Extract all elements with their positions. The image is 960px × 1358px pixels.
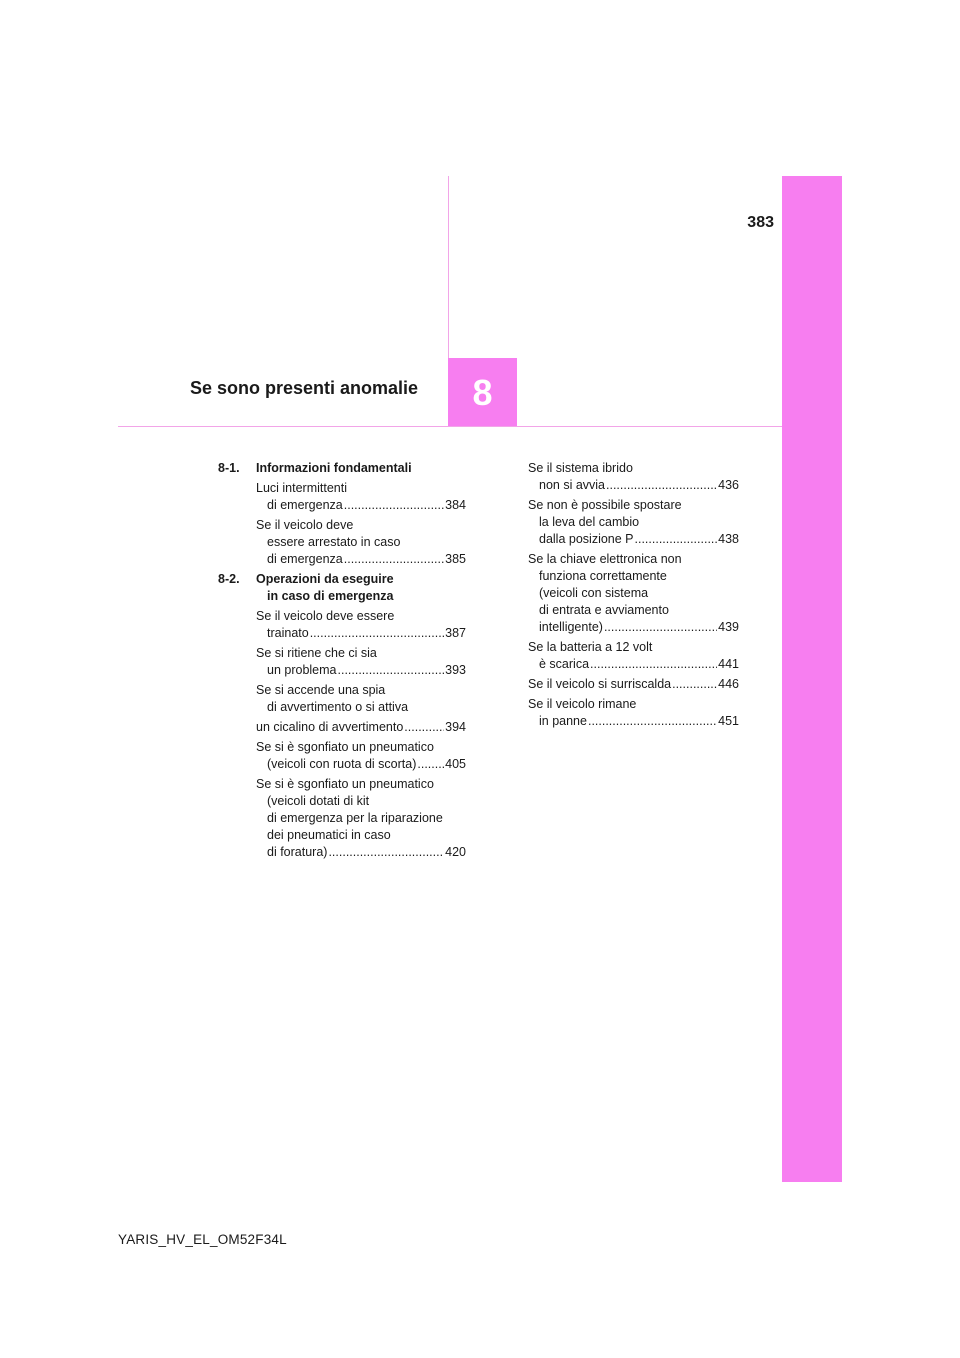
toc-entry-last-line (256, 719, 466, 736)
toc-entry (256, 739, 466, 773)
toc-page-number: 384 (445, 498, 466, 512)
toc-entry-last-line (528, 477, 739, 494)
toc-entry (256, 608, 466, 642)
dot-leader (344, 551, 444, 568)
toc-entry-list (528, 460, 739, 730)
toc-page-number: 441 (718, 657, 739, 671)
dot-leader (588, 713, 717, 730)
toc-entry-last-line (528, 656, 739, 673)
dot-leader (338, 662, 445, 679)
toc-entry-line: di avvertimento o si attiva (267, 700, 409, 714)
document-code: YARIS_HV_EL_OM52F34L (118, 1232, 287, 1247)
toc-section-title (256, 571, 394, 605)
toc-entry (256, 480, 466, 514)
toc-entry-line: Se si ritiene che ci sia (256, 646, 377, 660)
toc-entry-text: (veicoli con ruota di scorta) (267, 757, 417, 771)
toc-entry-text: un problema (267, 663, 337, 677)
toc-page-number: 405 (445, 757, 466, 771)
toc-page-number: 451 (718, 714, 739, 728)
toc-entry-line: Se la batteria a 12 volt (528, 640, 653, 654)
toc-entry-line: la leva del cambio (539, 515, 640, 529)
dot-leader (604, 619, 717, 636)
toc-entry-line: Se non è possibile spostare (528, 498, 682, 512)
toc-entry-line: (veicoli con sistema (539, 586, 649, 600)
chapter-rule (118, 426, 782, 427)
toc-entry-line: (veicoli dotati di kit (267, 794, 370, 808)
toc-entry-line: di entrata e avviamento (539, 603, 669, 617)
toc-entry (256, 719, 466, 736)
toc-entry-text: Se il veicolo si surriscalda (528, 677, 672, 691)
dot-leader (590, 656, 717, 673)
toc-entry-text: di foratura) (267, 845, 328, 859)
toc-entry-line: Se il veicolo deve (256, 518, 354, 532)
toc-entry (528, 497, 739, 548)
toc-page-number: 436 (718, 478, 739, 492)
dot-leader (404, 719, 444, 736)
chapter-number-box: 8 (448, 358, 517, 427)
dot-leader (606, 477, 717, 494)
toc-page-number: 438 (718, 532, 739, 546)
toc-entry-line: Se il veicolo rimane (528, 697, 637, 711)
toc-page-number: 387 (445, 626, 466, 640)
toc-entry-last-line (528, 713, 739, 730)
toc-entry-last-line (528, 676, 739, 693)
toc-right-column (528, 460, 739, 733)
toc-section-heading (218, 571, 466, 605)
toc-entry-line: Luci intermittenti (256, 481, 348, 495)
toc-entry (528, 551, 739, 636)
toc-entry (528, 676, 739, 693)
toc-section-number: 8-1. (218, 461, 240, 475)
toc-entry (256, 645, 466, 679)
toc-entry-line: Se il sistema ibrido (528, 461, 633, 475)
toc-entry-line: Se la chiave elettronica non (528, 552, 682, 566)
toc-entry-last-line (256, 497, 466, 514)
toc-entry-last-line (256, 625, 466, 642)
toc-entry-last-line (256, 551, 466, 568)
toc-entry-line: Se si è sgonfiato un pneumatico (256, 777, 434, 791)
toc-entry-list (256, 480, 466, 568)
toc-entry-line: essere arrestato in caso (267, 535, 401, 549)
toc-entry-last-line (256, 662, 466, 679)
dot-leader (328, 844, 444, 861)
header-divider-line (448, 176, 449, 359)
toc-entry-line: funziona correttamente (539, 569, 667, 583)
toc-entry-line: di emergenza per la riparazione (267, 811, 443, 825)
toc-page-number: 439 (718, 620, 739, 634)
toc-section-heading (218, 460, 466, 477)
toc-entry-last-line (528, 531, 739, 548)
toc-entry-text: dalla posizione P (539, 532, 634, 546)
toc-entry-text: trainato (267, 626, 309, 640)
toc-page-number: 420 (445, 845, 466, 859)
toc-page-number: 446 (718, 677, 739, 691)
toc-entry-text: in panne (539, 714, 587, 728)
page-number: 383 (747, 214, 774, 231)
dot-leader (344, 497, 444, 514)
toc-entry (256, 517, 466, 568)
toc-entry-last-line (528, 619, 739, 636)
toc-entry-text: è scarica (539, 657, 590, 671)
toc-entry-text: intelligente) (539, 620, 603, 634)
toc-section-title-line: in caso di emergenza (267, 589, 394, 603)
toc-entry-last-line (256, 756, 466, 773)
toc-entry-text: di emergenza (267, 498, 343, 512)
toc-section-title-line: Operazioni da eseguire (256, 572, 394, 586)
toc-entry-line: Se si accende una spia (256, 683, 386, 697)
toc-entry-last-line (256, 844, 466, 861)
toc-entry-text: non si avvia (539, 478, 606, 492)
toc-left-column (218, 460, 466, 864)
toc-entry (528, 639, 739, 673)
toc-section-number: 8-2. (218, 572, 240, 586)
chapter-title: Se sono presenti anomalie (190, 378, 419, 398)
toc-entry (528, 460, 739, 494)
toc-entry-line: Se si è sgonfiato un pneumatico (256, 740, 434, 754)
toc-entry-line: dei pneumatici in caso (267, 828, 391, 842)
toc-entry-text: di emergenza (267, 552, 343, 566)
toc-entry-line: Se il veicolo deve essere (256, 609, 395, 623)
toc-section-title (256, 460, 412, 477)
toc-entry-text: un cicalino di avvertimento (256, 720, 404, 734)
dot-leader (310, 625, 444, 642)
dot-leader (672, 676, 717, 693)
toc-entry (256, 776, 466, 861)
toc-page-number: 385 (445, 552, 466, 566)
chapter-side-tab (782, 176, 842, 1182)
toc-entry (256, 682, 466, 716)
dot-leader (635, 531, 718, 548)
toc-page-number: 393 (445, 663, 466, 677)
toc-section-title-line: Informazioni fondamentali (256, 461, 412, 475)
dot-leader (417, 756, 444, 773)
toc-page-number: 394 (445, 720, 466, 734)
toc-entry-list (256, 608, 466, 861)
toc-entry (528, 696, 739, 730)
